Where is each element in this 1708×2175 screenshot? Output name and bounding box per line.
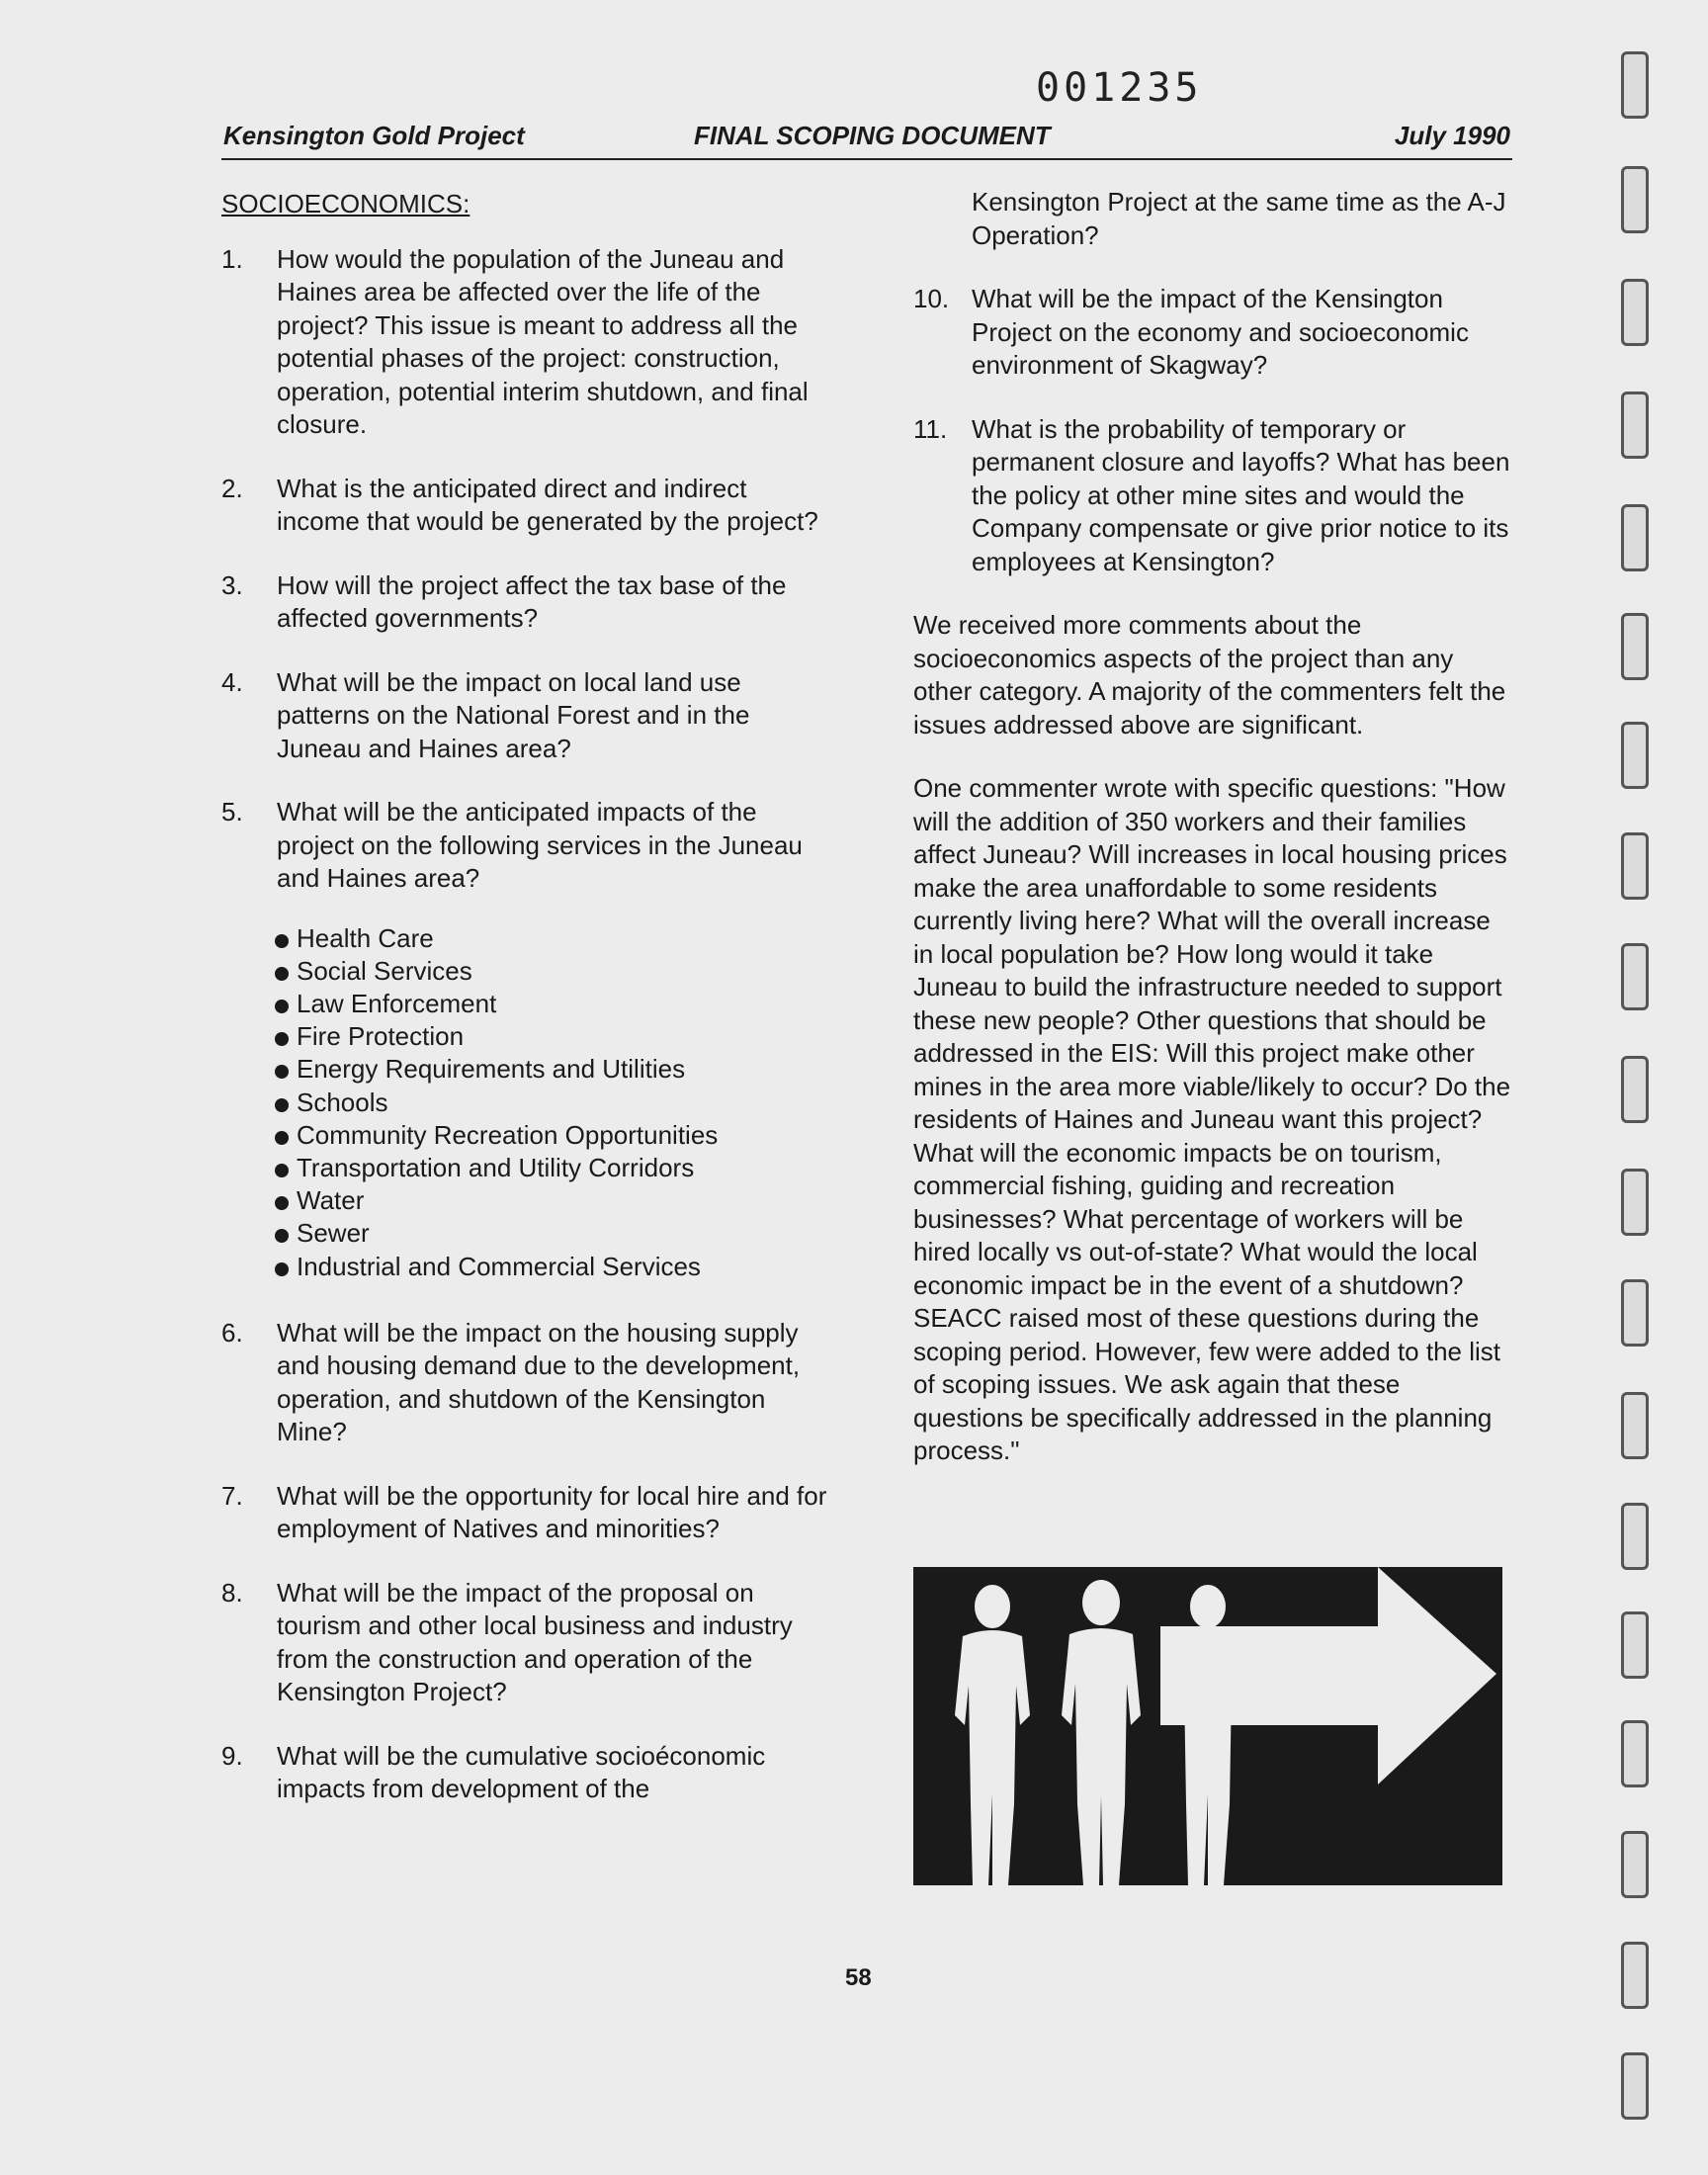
binder-ring xyxy=(1621,1720,1649,1787)
left-column xyxy=(221,188,834,1837)
service-item: Law Enforcement xyxy=(275,988,834,1020)
question-number: 10. xyxy=(913,284,950,313)
question-item xyxy=(221,666,834,766)
header-date: July 1990 xyxy=(1394,121,1510,150)
commenter-quote-paragraph: One commenter wrote with specific questions: "How will the addition of 350 workers and their families affect Juneau? Will increases in local housing prices make the area unaffordable to some residents currently living here? What will the overall increase in local population be? How long would it take Juneau to build the infrastructure needed to support these new people? Other questions that should be addressed in the EIS: Will this project make other mines in the area more viable/likely to occur? Do the residents of Haines and Juneau want this project? What will the economic impacts be on tourism, commercial fishing, guiding and recreation businesses? What percentage of workers will be hired locally vs out-of-state? What would the local economic impact be in the event of a shutdown? SEACC raised most of these questions during the scoping period. However, few were added to the list of scoping issues. We ask again that these questions be specifically addressed in the planning process." xyxy=(913,773,1511,1465)
binder-ring xyxy=(1621,1279,1649,1347)
question-text: What will be the impact on the housing supply and housing demand due to the development, operation, and shutdown of the Kensington Mine? xyxy=(277,1317,801,1447)
question-text: What will be the cumulative socioéconomic impacts from development of the xyxy=(277,1740,766,1804)
service-item: Community Recreation Opportunities xyxy=(275,1119,834,1152)
question-number: 1. xyxy=(221,243,243,274)
question-item xyxy=(221,796,834,896)
binder-ring xyxy=(1621,1831,1649,1898)
binder-ring xyxy=(1621,392,1649,459)
service-item: Sewer xyxy=(275,1217,834,1250)
service-item: Transportation and Utility Corridors xyxy=(275,1152,834,1184)
document-number-stamp: 001235 xyxy=(1036,65,1203,111)
binder-ring xyxy=(1621,1392,1649,1459)
question-text: What will be the opportunity for local hire and for employment of Natives and minorities? xyxy=(277,1480,827,1544)
question-continuation: Kensington Project at the same time as the A-J Operation? xyxy=(972,187,1506,250)
page-number: 58 xyxy=(845,1964,872,1991)
question-number: 3. xyxy=(221,569,243,600)
question-text: What will be the impact of the proposal on tourism and other local business and industry from the construction and operation of the Kensington Project? xyxy=(277,1577,793,1707)
binder-ring xyxy=(1621,1611,1649,1679)
question-item xyxy=(221,473,834,539)
binder-ring xyxy=(1621,2052,1649,2120)
question-item xyxy=(913,413,1512,579)
question-number: 5. xyxy=(221,797,243,826)
service-item: Health Care xyxy=(275,922,834,955)
binder-ring xyxy=(1621,943,1649,1010)
question-number: 4. xyxy=(221,666,243,697)
header-document-title: FINAL SCOPING DOCUMENT xyxy=(694,121,1051,150)
binder-ring xyxy=(1621,1503,1649,1570)
question-text: How will the project affect the tax base of the affected governments? xyxy=(277,569,787,633)
question-number: 11. xyxy=(913,413,948,444)
comments-summary-paragraph: We received more comments about the socioeconomics aspects of the project than any other category. A majority of the commenters felt the issues addressed above are significant. xyxy=(913,610,1506,740)
question-text: How would the population of the Juneau and Haines area be affected over the life of the project? This issue is meant to address all the potential phases of the project: construction, operation, potential interim shutdown, and final closure. xyxy=(277,243,809,439)
binder-ring xyxy=(1621,1056,1649,1123)
page-header xyxy=(221,117,1512,160)
question-text: What will be the anticipated impacts of the project on the following services in the Juneau and Haines area? xyxy=(277,797,803,893)
binder-ring xyxy=(1621,832,1649,900)
binder-ring xyxy=(1621,166,1649,233)
header-project-name: Kensington Gold Project xyxy=(223,121,525,150)
question-item xyxy=(221,1577,834,1709)
question-text: What will be the impact of the Kensington Project on the economy and socioeconomic environment of Skagway? xyxy=(972,284,1469,380)
service-item: Social Services xyxy=(275,955,834,988)
services-bullet-list xyxy=(275,922,834,1283)
binder-ring xyxy=(1621,1169,1649,1236)
workers-arrow-graphic xyxy=(913,1567,1502,1885)
question-item xyxy=(221,1740,834,1806)
service-item: Fire Protection xyxy=(275,1020,834,1053)
service-item: Water xyxy=(275,1184,834,1217)
binder-ring xyxy=(1621,51,1649,119)
binder-ring xyxy=(1621,1942,1649,2009)
question-item xyxy=(221,1317,834,1449)
question-number: 9. xyxy=(221,1740,243,1771)
binder-ring xyxy=(1621,722,1649,789)
question-item xyxy=(913,283,1512,383)
binder-ring xyxy=(1621,279,1649,346)
question-text: What will be the impact on local land use patterns on the National Forest and in the Juneau and Haines area? xyxy=(277,666,750,763)
question-number: 6. xyxy=(221,1317,243,1348)
binder-ring xyxy=(1621,613,1649,680)
workers-arrow-illustration xyxy=(913,1567,1502,1885)
question-item xyxy=(221,243,834,442)
service-item: Schools xyxy=(275,1087,834,1119)
service-item: Energy Requirements and Utilities xyxy=(275,1053,834,1086)
binder-ring xyxy=(1621,504,1649,571)
question-number: 2. xyxy=(221,473,243,503)
question-number: 8. xyxy=(221,1577,243,1608)
right-column xyxy=(913,186,1512,1499)
question-item xyxy=(221,569,834,636)
section-title: SOCIOECONOMICS: xyxy=(221,189,470,218)
question-text: What is the anticipated direct and indirect income that would be generated by the project? xyxy=(277,473,818,536)
question-text: What is the probability of temporary or permanent closure and layoffs? What has been the policy at other mine sites and would the Company compensate or give prior notice to its employees at Kensington? xyxy=(972,413,1510,576)
question-number: 7. xyxy=(221,1480,243,1511)
question-item xyxy=(221,1480,834,1546)
service-item: Industrial and Commercial Services xyxy=(275,1251,834,1283)
